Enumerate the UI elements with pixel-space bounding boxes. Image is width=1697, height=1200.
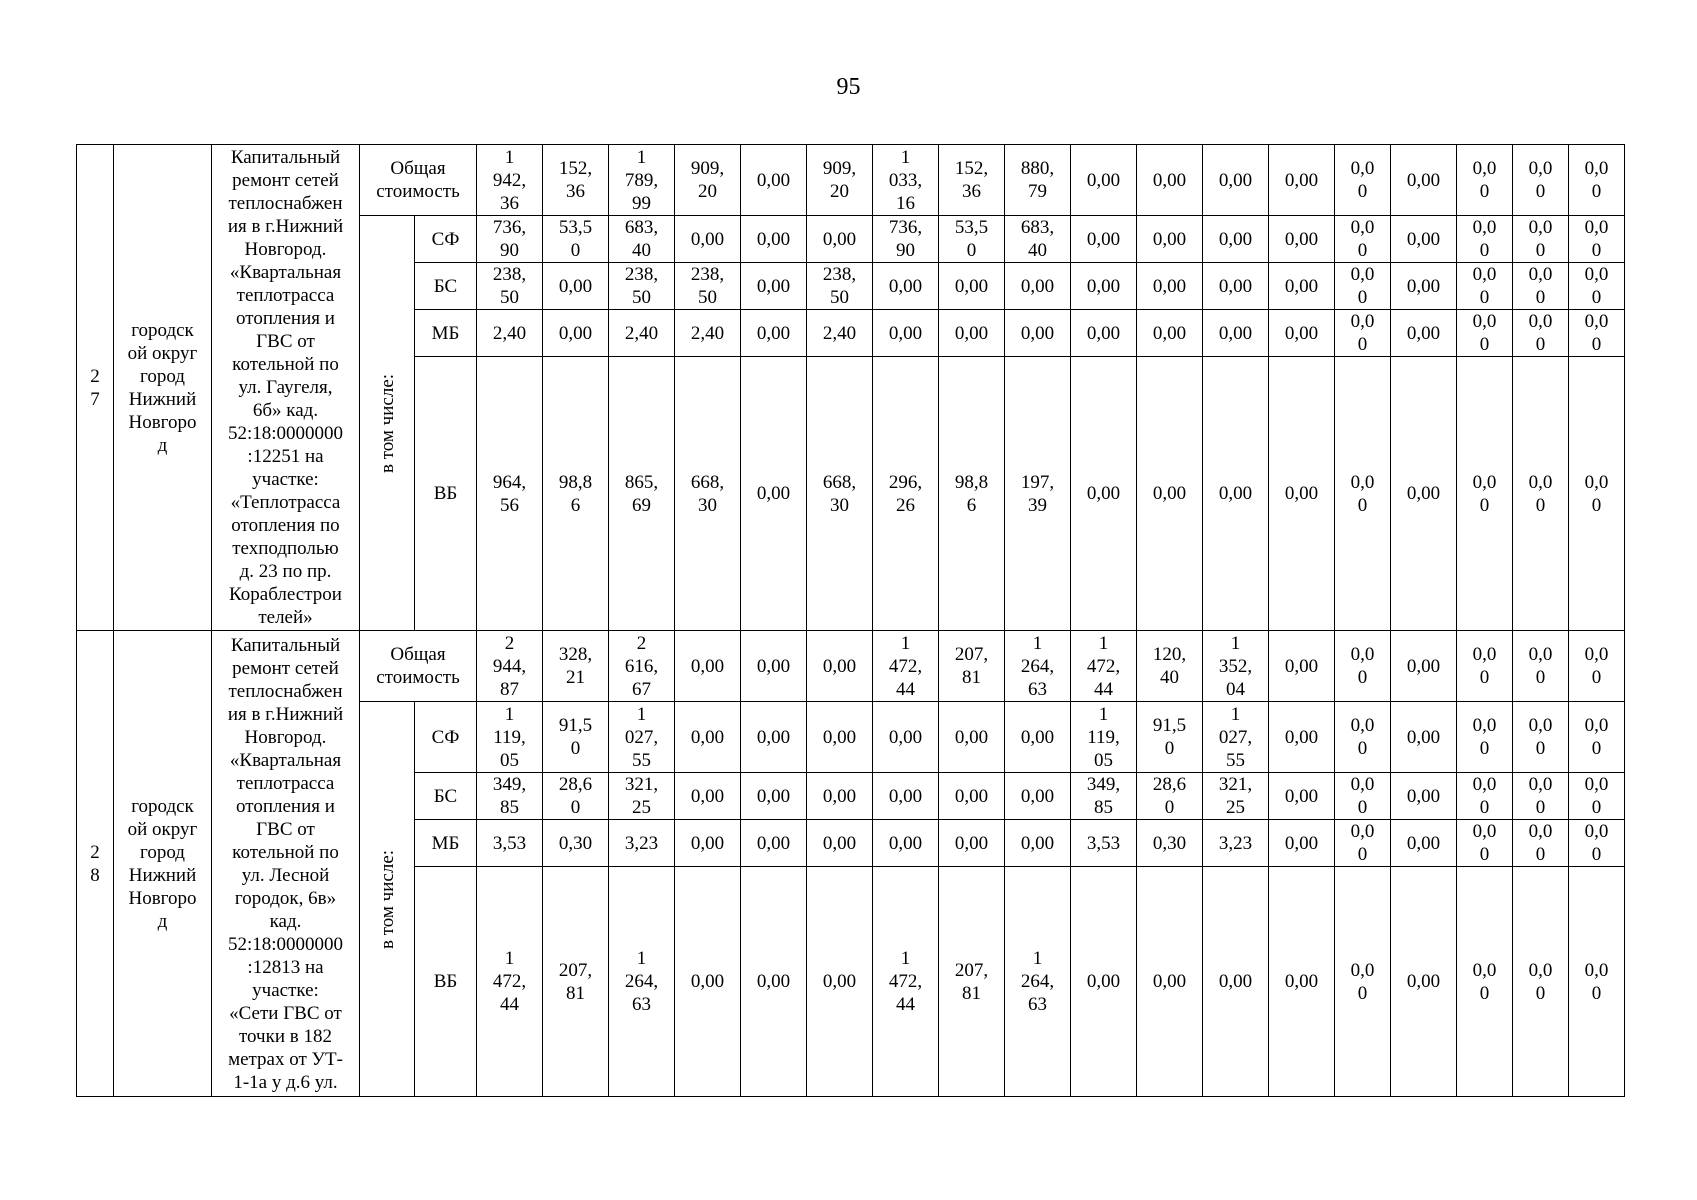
value-cell: 0,00	[1269, 773, 1335, 820]
funding-source-label: БС	[415, 773, 477, 820]
value-cell: 0,00	[807, 820, 873, 867]
value-cell: 0,00	[1071, 357, 1137, 631]
value-cell: 349, 85	[477, 773, 543, 820]
value-cell: 0,00	[1391, 773, 1457, 820]
description-cell: Капитальный ремонт сетей теплоснабжен ия в г.Нижний Новгород. «Квартальная теплотрасса отопления и ГВС от котельной по ул. Лесной городок, 6в» кад. 52:18:0000000 :12813 на участке: «Сети ГВС от точки в 182 метрах от УТ- 1-1а у д.6 ул.	[212, 631, 360, 1097]
value-cell: 2,40	[477, 310, 543, 357]
table-row	[77, 631, 1625, 702]
value-cell: 0,00	[741, 773, 807, 820]
budget-table	[76, 144, 1625, 1097]
value-cell: 0,00	[1137, 145, 1203, 216]
value-cell: 0,00	[741, 357, 807, 631]
value-cell: 2,40	[807, 310, 873, 357]
value-cell: 0,00	[939, 820, 1005, 867]
value-cell: 0,00	[939, 263, 1005, 310]
value-cell: 0,00	[1391, 310, 1457, 357]
value-cell: 0,0 0	[1335, 310, 1391, 357]
value-cell: 0,00	[543, 310, 609, 357]
value-cell: 865, 69	[609, 357, 675, 631]
value-cell: 0,0 0	[1335, 702, 1391, 773]
funding-source-label: БС	[415, 263, 477, 310]
value-cell: 0,00	[807, 773, 873, 820]
value-cell: 321, 25	[609, 773, 675, 820]
total-cost-label: Общая стоимость	[360, 145, 477, 216]
value-cell: 0,00	[1137, 216, 1203, 263]
value-cell: 0,0 0	[1513, 357, 1569, 631]
value-cell: 683, 40	[609, 216, 675, 263]
value-cell: 0,0 0	[1335, 263, 1391, 310]
value-cell: 0,0 0	[1335, 820, 1391, 867]
value-cell: 0,00	[939, 310, 1005, 357]
value-cell: 0,00	[1005, 820, 1071, 867]
value-cell: 0,00	[939, 702, 1005, 773]
value-cell: 909, 20	[807, 145, 873, 216]
value-cell: 0,00	[807, 216, 873, 263]
value-cell: 0,00	[939, 773, 1005, 820]
value-cell: 0,00	[675, 867, 741, 1097]
value-cell: 736, 90	[873, 216, 939, 263]
value-cell: 0,0 0	[1513, 263, 1569, 310]
value-cell: 0,0 0	[1569, 702, 1625, 773]
value-cell: 53,5 0	[543, 216, 609, 263]
value-cell: 0,0 0	[1457, 631, 1513, 702]
value-cell: 0,00	[1269, 145, 1335, 216]
value-cell: 0,00	[1269, 310, 1335, 357]
value-cell: 0,00	[741, 216, 807, 263]
value-cell: 0,00	[675, 773, 741, 820]
value-cell: 91,5 0	[543, 702, 609, 773]
funding-source-label: СФ	[415, 216, 477, 263]
value-cell: 0,0 0	[1457, 263, 1513, 310]
value-cell: 207, 81	[939, 631, 1005, 702]
value-cell: 3,23	[609, 820, 675, 867]
value-cell: 1 789, 99	[609, 145, 675, 216]
value-cell: 0,0 0	[1513, 867, 1569, 1097]
value-cell: 1 942, 36	[477, 145, 543, 216]
value-cell: 0,00	[1005, 310, 1071, 357]
value-cell: 0,00	[1137, 263, 1203, 310]
value-cell: 0,30	[1137, 820, 1203, 867]
value-cell: 321, 25	[1203, 773, 1269, 820]
value-cell: 0,0 0	[1569, 631, 1625, 702]
value-cell: 0,00	[1137, 867, 1203, 1097]
value-cell: 0,00	[1071, 263, 1137, 310]
value-cell: 909, 20	[675, 145, 741, 216]
value-cell: 3,23	[1203, 820, 1269, 867]
value-cell: 2 944, 87	[477, 631, 543, 702]
value-cell: 736, 90	[477, 216, 543, 263]
value-cell: 0,00	[1203, 263, 1269, 310]
value-cell: 0,00	[741, 631, 807, 702]
value-cell: 207, 81	[543, 867, 609, 1097]
value-cell: 1 264, 63	[609, 867, 675, 1097]
value-cell: 1 352, 04	[1203, 631, 1269, 702]
value-cell: 197, 39	[1005, 357, 1071, 631]
value-cell: 91,5 0	[1137, 702, 1203, 773]
value-cell: 0,00	[1391, 820, 1457, 867]
value-cell: 0,0 0	[1457, 357, 1513, 631]
value-cell: 0,0 0	[1335, 357, 1391, 631]
table-row	[77, 145, 1625, 216]
value-cell: 0,0 0	[1513, 773, 1569, 820]
value-cell: 0,00	[1071, 310, 1137, 357]
funding-source-label: МБ	[415, 820, 477, 867]
value-cell: 0,00	[741, 145, 807, 216]
value-cell: 2,40	[609, 310, 675, 357]
value-cell: 238, 50	[675, 263, 741, 310]
value-cell: 0,00	[675, 631, 741, 702]
value-cell: 0,00	[807, 867, 873, 1097]
value-cell: 0,00	[1137, 310, 1203, 357]
value-cell: 880, 79	[1005, 145, 1071, 216]
value-cell: 964, 56	[477, 357, 543, 631]
value-cell: 0,00	[873, 310, 939, 357]
value-cell: 98,8 6	[543, 357, 609, 631]
value-cell: 0,0 0	[1457, 820, 1513, 867]
value-cell: 0,30	[543, 820, 609, 867]
value-cell: 0,00	[741, 310, 807, 357]
row-number: 2 7	[77, 145, 114, 631]
value-cell: 0,0 0	[1569, 263, 1625, 310]
value-cell: 0,00	[1391, 867, 1457, 1097]
value-cell: 0,0 0	[1335, 216, 1391, 263]
value-cell: 0,0 0	[1335, 631, 1391, 702]
value-cell: 0,00	[1391, 145, 1457, 216]
funding-source-label: СФ	[415, 702, 477, 773]
value-cell: 0,00	[1005, 773, 1071, 820]
value-cell: 0,00	[807, 702, 873, 773]
value-cell: 28,6 0	[1137, 773, 1203, 820]
value-cell: 1 472, 44	[477, 867, 543, 1097]
value-cell: 0,00	[1391, 216, 1457, 263]
value-cell: 1 264, 63	[1005, 867, 1071, 1097]
value-cell: 0,0 0	[1513, 702, 1569, 773]
funding-source-label: МБ	[415, 310, 477, 357]
value-cell: 0,00	[1269, 263, 1335, 310]
value-cell: 668, 30	[675, 357, 741, 631]
value-cell: 152, 36	[543, 145, 609, 216]
value-cell: 1 119, 05	[477, 702, 543, 773]
value-cell: 0,00	[1391, 357, 1457, 631]
value-cell: 0,00	[741, 867, 807, 1097]
value-cell: 152, 36	[939, 145, 1005, 216]
value-cell: 0,00	[1391, 263, 1457, 310]
value-cell: 0,0 0	[1457, 216, 1513, 263]
value-cell: 0,00	[675, 702, 741, 773]
value-cell: 3,53	[477, 820, 543, 867]
value-cell: 0,00	[1203, 145, 1269, 216]
value-cell: 0,0 0	[1457, 145, 1513, 216]
value-cell: 0,00	[873, 702, 939, 773]
value-cell: 0,0 0	[1335, 145, 1391, 216]
value-cell: 0,0 0	[1457, 867, 1513, 1097]
value-cell: 1 472, 44	[873, 631, 939, 702]
value-cell: 0,0 0	[1457, 310, 1513, 357]
value-cell: 0,00	[873, 773, 939, 820]
value-cell: 683, 40	[1005, 216, 1071, 263]
value-cell: 0,00	[1203, 357, 1269, 631]
value-cell: 0,0 0	[1513, 216, 1569, 263]
municipality-cell: городск ой округ город Нижний Новгоро д	[114, 145, 212, 631]
value-cell: 0,00	[873, 263, 939, 310]
value-cell: 0,00	[1269, 702, 1335, 773]
including-label: в том числе:	[360, 702, 415, 1097]
value-cell: 0,00	[1269, 357, 1335, 631]
value-cell: 0,0 0	[1457, 773, 1513, 820]
value-cell: 0,00	[1005, 263, 1071, 310]
value-cell: 0,0 0	[1335, 773, 1391, 820]
value-cell: 0,00	[1269, 867, 1335, 1097]
value-cell: 0,0 0	[1569, 357, 1625, 631]
value-cell: 0,0 0	[1513, 820, 1569, 867]
value-cell: 0,0 0	[1513, 310, 1569, 357]
value-cell: 0,00	[1391, 702, 1457, 773]
value-cell: 0,0 0	[1569, 216, 1625, 263]
value-cell: 0,00	[1071, 216, 1137, 263]
municipality-cell: городск ой округ город Нижний Новгоро д	[114, 631, 212, 1097]
value-cell: 1 027, 55	[1203, 702, 1269, 773]
value-cell: 0,0 0	[1457, 702, 1513, 773]
value-cell: 207, 81	[939, 867, 1005, 1097]
row-number: 2 8	[77, 631, 114, 1097]
value-cell: 0,00	[1269, 631, 1335, 702]
value-cell: 668, 30	[807, 357, 873, 631]
value-cell: 0,00	[1005, 702, 1071, 773]
value-cell: 0,00	[741, 820, 807, 867]
value-cell: 1 033, 16	[873, 145, 939, 216]
value-cell: 0,0 0	[1569, 145, 1625, 216]
value-cell: 0,00	[1203, 310, 1269, 357]
funding-source-label: ВБ	[415, 867, 477, 1097]
description-cell: Капитальный ремонт сетей теплоснабжен ия в г.Нижний Новгород. «Квартальная теплотрасса отопления и ГВС от котельной по ул. Гаугеля, 6б» кад. 52:18:0000000 :12251 на участке: «Теплотрасса отопления по техподполью д. 23 по пр. Кораблестрои телей»	[212, 145, 360, 631]
value-cell: 0,0 0	[1513, 145, 1569, 216]
value-cell: 0,00	[1203, 867, 1269, 1097]
value-cell: 0,00	[873, 820, 939, 867]
including-label: в том числе:	[360, 216, 415, 631]
value-cell: 1 027, 55	[609, 702, 675, 773]
budget-table-body	[77, 145, 1625, 1097]
value-cell: 0,0 0	[1569, 867, 1625, 1097]
page-number: 95	[836, 74, 861, 100]
funding-source-label: ВБ	[415, 357, 477, 631]
value-cell: 238, 50	[477, 263, 543, 310]
value-cell: 1 264, 63	[1005, 631, 1071, 702]
value-cell: 238, 50	[609, 263, 675, 310]
value-cell: 1 472, 44	[1071, 631, 1137, 702]
value-cell: 1 472, 44	[873, 867, 939, 1097]
value-cell: 0,0 0	[1569, 820, 1625, 867]
value-cell: 0,00	[1203, 216, 1269, 263]
value-cell: 296, 26	[873, 357, 939, 631]
value-cell: 238, 50	[807, 263, 873, 310]
value-cell: 0,00	[741, 263, 807, 310]
value-cell: 2,40	[675, 310, 741, 357]
value-cell: 0,00	[807, 631, 873, 702]
value-cell: 0,00	[543, 263, 609, 310]
value-cell: 0,00	[675, 820, 741, 867]
value-cell: 0,0 0	[1513, 631, 1569, 702]
value-cell: 349, 85	[1071, 773, 1137, 820]
value-cell: 0,0 0	[1335, 867, 1391, 1097]
value-cell: 3,53	[1071, 820, 1137, 867]
value-cell: 53,5 0	[939, 216, 1005, 263]
value-cell: 0,00	[675, 216, 741, 263]
value-cell: 0,00	[1137, 357, 1203, 631]
value-cell: 120, 40	[1137, 631, 1203, 702]
value-cell: 328, 21	[543, 631, 609, 702]
value-cell: 0,00	[1269, 216, 1335, 263]
total-cost-label: Общая стоимость	[360, 631, 477, 702]
value-cell: 0,0 0	[1569, 773, 1625, 820]
value-cell: 0,00	[741, 702, 807, 773]
value-cell: 0,00	[1269, 820, 1335, 867]
value-cell: 0,00	[1071, 145, 1137, 216]
value-cell: 0,0 0	[1569, 310, 1625, 357]
value-cell: 2 616, 67	[609, 631, 675, 702]
value-cell: 0,00	[1391, 631, 1457, 702]
value-cell: 1 119, 05	[1071, 702, 1137, 773]
value-cell: 98,8 6	[939, 357, 1005, 631]
value-cell: 28,6 0	[543, 773, 609, 820]
value-cell: 0,00	[1071, 867, 1137, 1097]
